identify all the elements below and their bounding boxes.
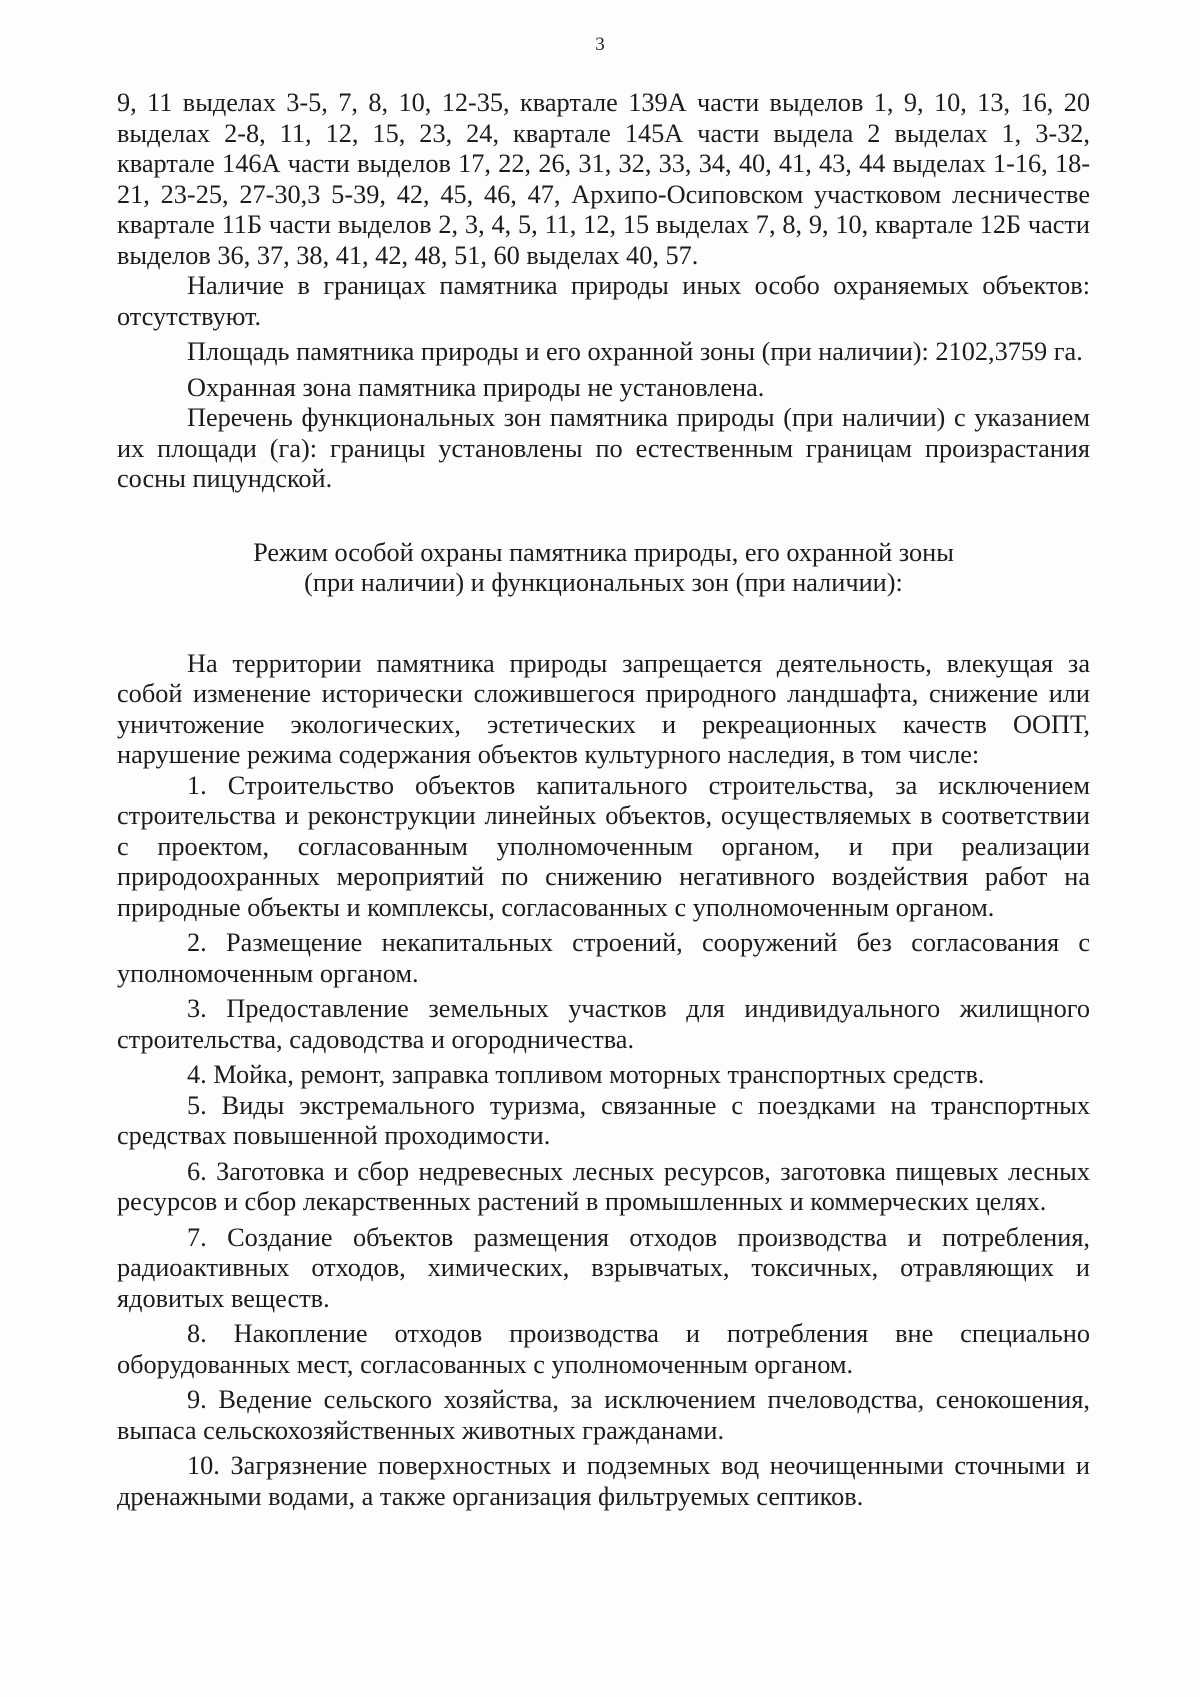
paragraph-functional-zones: Перечень функциональных зон памятника природы (при наличии) с указанием их площади (га): границы установлены по естественным границам произрастания сосны пицундской. bbox=[117, 403, 1090, 493]
prohibition-item-1: 1. Строительство объектов капитального строительства, за исключением строительства и реконструкции линейных объектов, осуществляемых в соответствии с проектом, согласованным уполномоченным органом, и при реализации природоохранных мероприятий по снижению негативного воздействия работ на природные объекты и комплексы, согласованных с уполномоченным органом. bbox=[117, 770, 1090, 922]
prohibition-item-7: 7. Создание объектов размещения отходов производства и потребления, радиоактивных отходов, химических, взрывчатых, токсичных, отравляющих и ядовитых веществ. bbox=[117, 1222, 1090, 1313]
paragraph-prohibition-intro: На территории памятника природы запрещается деятельность, влекущая за собой изменение исторически сложившегося природного ландшафта, снижение или уничтожение экологических, эстетических и рекреационных качеств ООПТ, нарушение режима содержания объектов культурного наследия, в том числе: bbox=[117, 648, 1090, 769]
prohibition-item-9: 9. Ведение сельского хозяйства, за исключением пчеловодства, сенокошения, выпаса сельскохозяйственных животных гражданами. bbox=[117, 1385, 1090, 1445]
prohibition-item-8: 8. Накопление отходов производства и потребления вне специально оборудованных мест, согласованных с уполномоченным органом. bbox=[117, 1319, 1090, 1379]
section-heading bbox=[117, 538, 1090, 599]
paragraph-area: Площадь памятника природы и его охранной зоны (при наличии): 2102,3759 га. bbox=[187, 337, 1083, 366]
prohibition-item-2: 2. Размещение некапитальных строений, сооружений без согласования с уполномоченным органом. bbox=[117, 928, 1090, 988]
document-body bbox=[117, 88, 1090, 1512]
prohibition-item-4: 4. Мойка, ремонт, заправка топливом моторных транспортных средств. bbox=[187, 1060, 985, 1089]
section-heading-line-1: Режим особой охраны памятника природы, его охранной зоны bbox=[253, 537, 954, 567]
paragraph-boundaries-continuation: 9, 11 выделах 3-5, 7, 8, 10, 12-35, квартале 139А части выделов 1, 9, 10, 13, 16, 20 выделах 2-8, 11, 12, 15, 23, 24, квартале 145А части выдела 2 выделах 1, 3-32, квартале 146А части выделов 17, 22, 26, 31, 32, 33, 34, 40, 41, 43, 44 выделах 1-16, 18-21, 23-25, 27-30,3 5-39, 42, 45, 46, 47, Архипо-Осиповском участковом лесничестве квартале 11Б части выделов 2, 3, 4, 5, 11, 12, 15 выделах 7, 8, 9, 10, квартале 12Б части выделов 36, 37, 38, 41, 42, 48, 51, 60 выделах 40, 57. bbox=[117, 88, 1090, 270]
prohibition-item-3: 3. Предоставление земельных участков для индивидуального жилищного строительства, садоводства и огородничества. bbox=[117, 994, 1090, 1054]
paragraph-other-protected-objects: Наличие в границах памятника природы иных особо охраняемых объектов: отсутствуют. bbox=[117, 271, 1090, 331]
page-number: 3 bbox=[595, 34, 605, 55]
prohibition-item-5: 5. Виды экстремального туризма, связанные с поездками на транспортных средствах повышенной проходимости. bbox=[117, 1090, 1090, 1150]
prohibition-item-6: 6. Заготовка и сбор недревесных лесных ресурсов, заготовка пищевых лесных ресурсов и сбор лекарственных растений в промышленных и коммерческих целях. bbox=[117, 1156, 1090, 1216]
paragraph-buffer-zone: Охранная зона памятника природы не установлена. bbox=[187, 372, 765, 402]
prohibition-item-10: 10. Загрязнение поверхностных и подземных вод неочищенными сточными и дренажными водами, а также организация фильтруемых септиков. bbox=[117, 1451, 1090, 1511]
section-heading-line-2: (при наличии) и функциональных зон (при наличии): bbox=[304, 568, 903, 597]
